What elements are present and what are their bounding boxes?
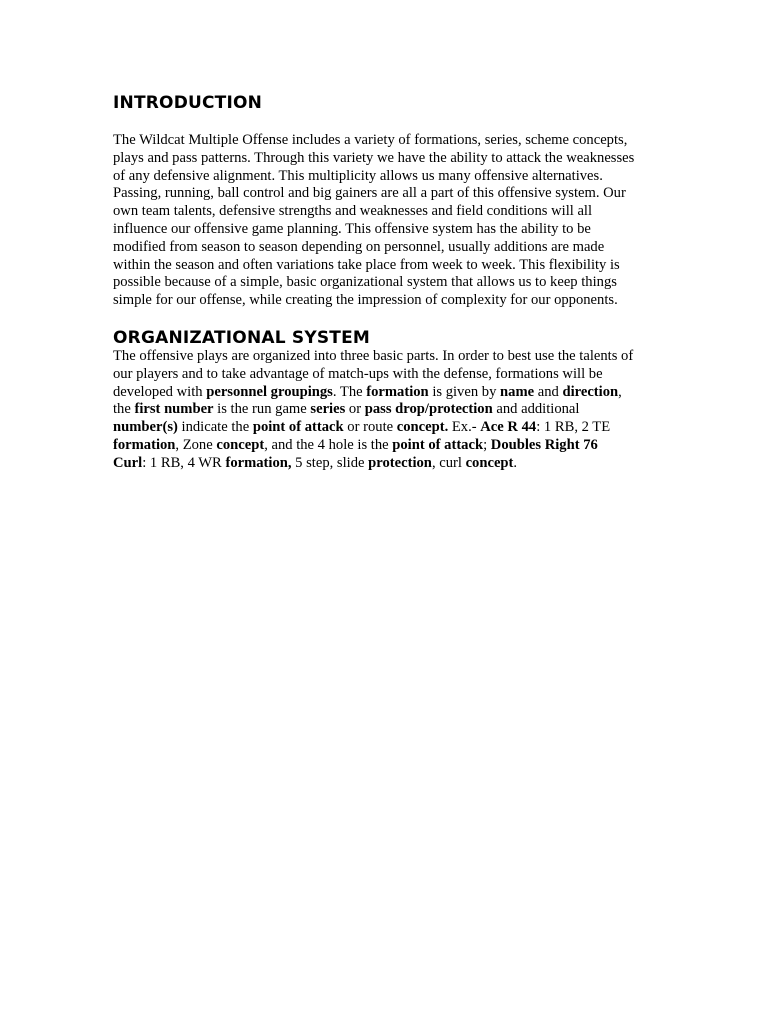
organizational-line [113, 366, 673, 384]
bold-term: name [500, 383, 535, 400]
text-run: The offensive plays are organized into three basic parts. In order to best use the talents of [113, 347, 634, 364]
introduction-line: modified from season to season depending on personnel, usually additions are made [113, 238, 605, 255]
bold-term: Doubles Right 76 [490, 436, 598, 453]
introduction-line: The Wildcat Multiple Offense includes a variety of formations, series, scheme concepts, [113, 132, 628, 148]
organizational-line [113, 348, 673, 366]
organizational-line [113, 401, 673, 419]
bold-term: series [310, 401, 346, 418]
bold-term: point of attack [392, 436, 484, 453]
bold-term: Ace R 44 [480, 419, 537, 436]
text-run: , [618, 383, 622, 400]
organizational-line [113, 437, 673, 455]
text-run: our players and to take advantage of match-ups with the defense, formations will be [113, 365, 603, 382]
text-run: : 1 RB, 4 WR [142, 454, 226, 471]
text-run: : 1 RB, 2 TE [536, 419, 611, 436]
text-run: , curl [431, 454, 466, 471]
organizational-line [113, 419, 673, 437]
introduction-line: simple for our offense, while creating the impression of complexity for our opponents. [113, 292, 618, 309]
text-run: Ex.- [448, 419, 481, 436]
introduction-heading: INTRODUCTION [113, 93, 263, 113]
introduction-line: influence our offensive game planning. This offensive system has the ability to be [113, 220, 591, 237]
bold-term: Curl [113, 454, 143, 471]
introduction-line: Passing, running, ball control and big gainers are all a part of this offensive system. Our [113, 185, 626, 202]
text-run: developed with [113, 383, 207, 400]
organizational-line [113, 455, 673, 473]
text-run: , Zone [175, 436, 217, 453]
organizational-line [113, 384, 673, 402]
text-run: , and the 4 hole is the [264, 436, 393, 453]
bold-term: protection [368, 454, 432, 471]
text-run: or route [343, 419, 397, 436]
text-run: ; [483, 436, 491, 453]
text-run: the [113, 401, 135, 418]
introduction-body [113, 132, 673, 310]
introduction-line: plays and pass patterns. Through this variety we have the ability to attack the weaknesses [113, 149, 635, 166]
bold-term: concept [465, 454, 514, 471]
bold-term: concept [216, 436, 265, 453]
text-run: or [345, 401, 365, 418]
text-run: 5 step, slide [291, 454, 369, 471]
bold-term: number(s) [113, 419, 178, 436]
bold-term: first number [134, 401, 214, 418]
bold-term: formation [113, 436, 176, 453]
text-run: is given by [428, 383, 501, 400]
text-run: is the run game [213, 401, 311, 418]
bold-term: pass drop/protection [364, 401, 493, 418]
bold-term: point of attack [252, 419, 344, 436]
introduction-line: own team talents, defensive strengths and weaknesses and field conditions will all [113, 203, 593, 220]
bold-term: personnel groupings [206, 383, 333, 400]
introduction-line: of any defensive alignment. This multiplicity allows us many offensive alternatives. [113, 167, 603, 184]
introduction-line: possible because of a simple, basic organizational system that allows us to keep things [113, 274, 617, 291]
organizational-system-body [113, 348, 673, 473]
text-run: . The [332, 383, 367, 400]
text-run: and additional [492, 401, 580, 418]
bold-term: direction [562, 383, 619, 400]
text-run: . [513, 454, 518, 471]
bold-term: concept. [396, 419, 449, 436]
bold-term: formation [366, 383, 429, 400]
introduction-line: within the season and often variations take place from week to week. This flexibility is [113, 256, 620, 273]
organizational-system-heading: ORGANIZATIONAL SYSTEM [113, 327, 371, 348]
bold-term: formation, [225, 454, 292, 471]
text-run: indicate the [177, 419, 253, 436]
text-run: and [534, 383, 563, 400]
document-content [113, 93, 673, 473]
